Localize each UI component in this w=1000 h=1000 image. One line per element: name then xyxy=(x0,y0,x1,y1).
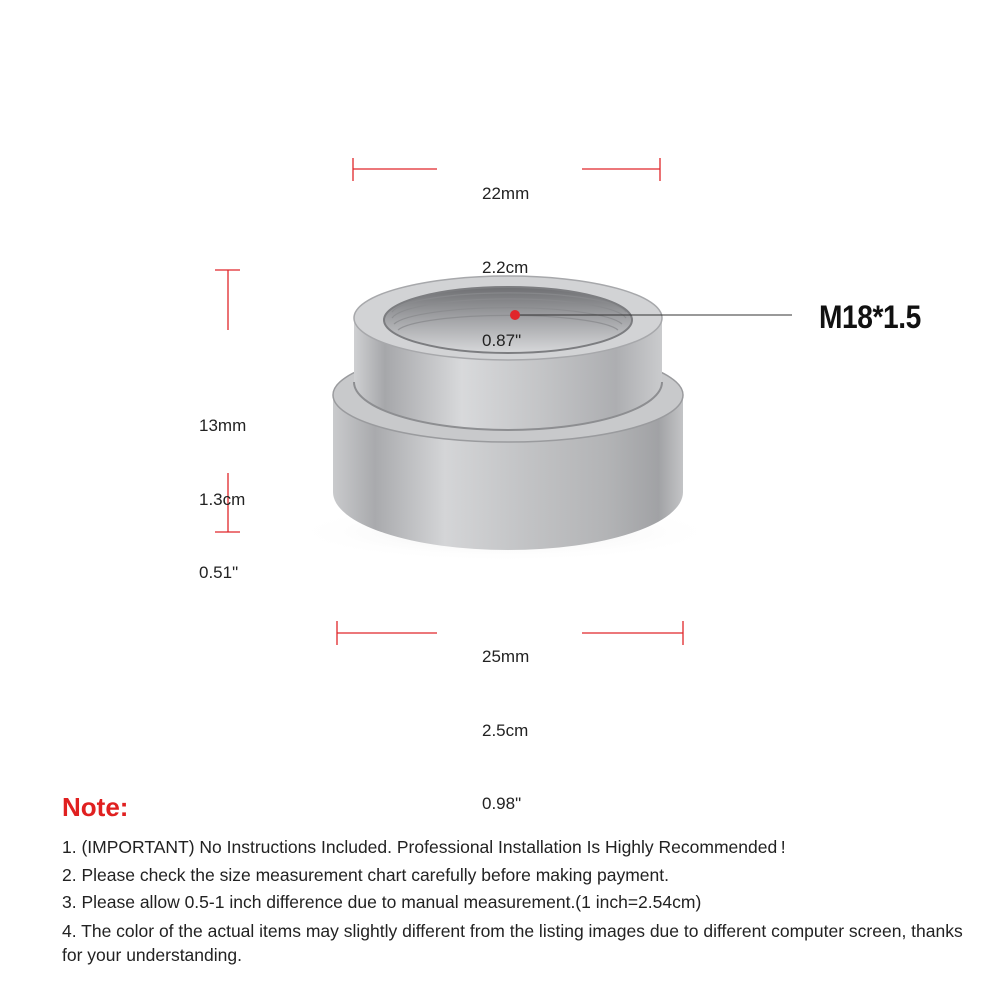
note-section xyxy=(62,790,982,967)
note-item: 4. The color of the actual items may slightly different from the listing images due to different computer screen, thanks for your understanding. xyxy=(62,920,963,965)
dimension-inch: 0.98" xyxy=(482,794,522,813)
thread-size-label: M18*1.5 xyxy=(819,299,921,335)
dimension-mm: 25mm xyxy=(482,647,530,666)
dimension-cm: 2.5cm xyxy=(482,720,529,740)
dimension-cm: 2.2cm xyxy=(482,257,529,277)
top-diameter-dimension xyxy=(482,133,529,378)
height-dimension xyxy=(199,365,246,610)
dimension-cm: 1.3cm xyxy=(199,489,246,509)
note-title: Note: xyxy=(62,792,129,822)
dimension-mm: 13mm xyxy=(199,416,247,435)
note-item: 3. Please allow 0.5-1 inch difference due to manual measurement.(1 inch=2.54cm) xyxy=(62,892,702,912)
dimension-inch: 0.51" xyxy=(199,563,239,582)
note-item: 2. Please check the size measurement chart carefully before making payment. xyxy=(62,864,669,885)
note-item: 1. (IMPORTANT) No Instructions Included. Professional Installation Is Highly Recommended ! xyxy=(62,837,786,857)
dimension-inch: 0.87" xyxy=(482,331,522,350)
dimension-mm: 22mm xyxy=(482,184,530,203)
